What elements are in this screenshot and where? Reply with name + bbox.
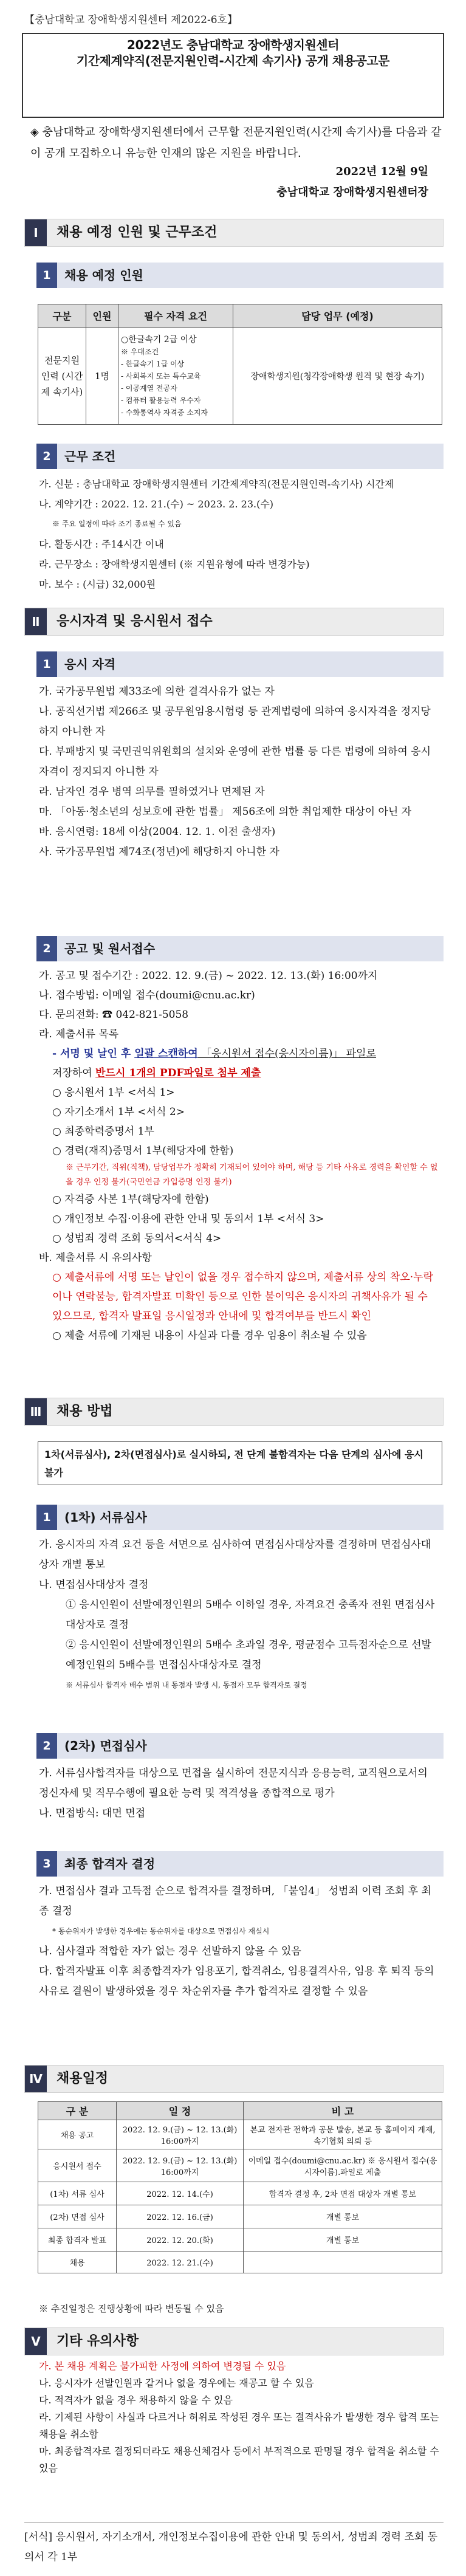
selection-notice: 1차(서류심사), 2차(면접심사)로 실시하되, 전 단계 불합격자는 다음 단계의 심사에 응시 불가	[38, 1441, 442, 1485]
warnings-title: 바. 제출서류 시 유의사항	[39, 1252, 152, 1264]
subsection-3-2-header	[36, 1733, 444, 1759]
review-item: ① 응시인원이 선발예정인원의 5배수 이하일 경우, 자격요건 충족자 전원 면접심사대상자로 결정	[66, 1599, 435, 1631]
schedule-remark: 이메일 접수(doumi@cnu.ac.kr) ※ 응시원서 접수(응시자이름).파일로 제출	[244, 2149, 442, 2182]
subsection-title: 채용 예정 인원	[64, 268, 143, 283]
subsection-3-1-header	[36, 1505, 444, 1530]
final-decision-block	[39, 1881, 440, 2002]
final-note: * 동순위자가 발생한 경우에는 동순위자를 대상으로 면접심사 재실시	[52, 1927, 270, 1935]
application-method: 나. 접수방법: 이메일 접수(doumi@cnu.ac.kr)	[39, 989, 255, 1001]
document-item: ○ 최종학력증명서 1부	[52, 1125, 154, 1138]
req-item: ※ 우대조건	[121, 347, 159, 356]
section-title: 기타 유의사항	[57, 2334, 139, 2349]
col-header: 일 정	[117, 2102, 244, 2120]
schedule-date: 2022. 12. 20.(화)	[117, 2228, 244, 2251]
condition-item: 나. 계약기간 : 2022. 12. 21.(수) ~ 2023. 2. 23.(수)	[39, 498, 274, 510]
section-title: 채용 방법	[57, 1404, 113, 1419]
section-5-header	[24, 2327, 444, 2355]
subsection-number: 1	[36, 651, 57, 677]
schedule-row	[38, 2120, 442, 2149]
schedule-stage: (2차) 면접 심사	[38, 2205, 117, 2228]
documents-instruction	[39, 1044, 440, 1063]
section-title: 채용일정	[57, 2071, 109, 2086]
review-note: ※ 서류심사 합격자 배수 범위 내 동점자 발생 시, 동점자 모두 합격자로 결정	[66, 1681, 307, 1689]
warning-item: ○ 제출서류에 서명 또는 날인이 없을 경우 접수하지 않으며, 제출서류 상의 착오·누락이나 연락불능, 합격자발표 미확인 등으로 인한 불이익은 응시자의 귀책사유가 될 수 있으므로, 합격자 발표일 응시일정과 안내에 및 합격여부를 반드시 확인	[52, 1271, 434, 1322]
subsection-title: (1차) 서류심사	[64, 1510, 147, 1525]
qualification-item: 바. 응시연령: 18세 이상(2004. 12. 1. 이전 출생자)	[39, 826, 276, 838]
req-item: - 이공계열 전공자	[121, 383, 177, 393]
schedule-date: 2022. 12. 14.(수)	[117, 2182, 244, 2205]
qualification-item: 마. 「아동·청소년의 성보호에 관한 법률」 제56조에 의한 취업제한 대상이 아닌 자	[39, 806, 412, 818]
subsection-title: (2차) 면접심사	[64, 1739, 147, 1753]
documents-instruction-2	[39, 1063, 440, 1083]
review-item: 가. 응시자의 자격 요건 등을 서면으로 심사하여 면접심사대상자를 결정하며 면접심사대상자 개별 통보	[39, 1539, 431, 1571]
final-item: 다. 합격자발표 이후 최종합격자가 임용포기, 합격취소, 임용결격사유, 임용 후 퇴직 등의 사유로 결원이 발생하였을 경우 차순위자를 추가 합격자로 결정할 수 있음	[39, 1965, 434, 1997]
etc-item: 가. 본 채용 계획은 불가피한 사정에 의하여 변경될 수 있음	[39, 2360, 286, 2372]
etc-item: 라. 기제된 사항이 사실과 다르거나 허위로 작성된 경우 또는 결격사유가 발생한 경우 합격 또는 채용을 취소함	[39, 2411, 439, 2440]
document-item: ○ 자기소개서 1부 <서식 2>	[52, 1106, 185, 1118]
req-item: - 사회복지 또는 특수교육	[121, 371, 201, 380]
document-note: ※ 근무기간, 직위(직책), 담당업무가 정확히 기재되어 있어야 하며, 해당 등 기타 사유로 경력을 확인할 수 없을 경우 인정 불가(국민연금 가입증명 인정 불가)	[66, 1163, 438, 1187]
schedule-stage: (1차) 서류 심사	[38, 2182, 117, 2205]
schedule-remark: 개별 통보	[244, 2228, 442, 2251]
schedule-remark: 개별 통보	[244, 2205, 442, 2228]
schedule-note: ※ 추진일정은 진행상황에 따라 변동될 수 있음	[39, 2303, 224, 2314]
condition-item: 다. 활동시간 : 주14시간 이내	[39, 538, 164, 550]
schedule-remark: 합격자 결정 후, 2차 면접 대상자 개별 통보	[244, 2182, 442, 2205]
qualification-item: 라. 남자인 경우 병역 의무를 필하였거나 면제된 자	[39, 786, 265, 798]
section-number: Ⅴ	[25, 2328, 47, 2355]
document-review-block	[39, 1535, 440, 1695]
condition-item: 가. 신분 : 충남대학교 장애학생지원센터 기간제계약직(전문지원인력-속기사) 시간제	[39, 478, 394, 490]
instr-part: - 서명 및 날인 후	[52, 1048, 135, 1060]
schedule-row	[38, 2182, 442, 2205]
subsection-title: 공고 및 원서접수	[64, 941, 156, 956]
col-header: 인원	[86, 304, 118, 328]
application-block	[39, 966, 440, 1345]
subsection-2-2-header	[36, 936, 444, 961]
qualification-item: 다. 부패방지 및 국민권익위원회의 설치와 운영에 관한 법률 등 다른 법령에 의하여 응시 자격이 정지되지 아니한 자	[39, 746, 431, 778]
req-item: ○한글속기 2급 이상	[121, 334, 197, 345]
section-number: Ⅰ	[25, 219, 47, 246]
recruit-category: 전문지원인력 (시간제 속기사)	[38, 328, 86, 425]
req-item: - 수화통역사 자격증 소지자	[121, 408, 208, 417]
instr-part: 저장하여	[52, 1067, 96, 1079]
section-1-header	[24, 219, 444, 247]
col-header: 비 고	[244, 2102, 442, 2120]
schedule-row	[38, 2149, 442, 2182]
documents-title: 라. 제출서류 목록	[39, 1028, 119, 1040]
subsection-title: 근무 조건	[64, 449, 116, 464]
final-item: 나. 심사결과 적합한 자가 없는 경우 선발하지 않을 수 있음	[39, 1945, 301, 1957]
req-item: - 한글속기 1급 이상	[121, 359, 185, 368]
schedule-table	[38, 2101, 442, 2273]
subsection-number: 2	[36, 1733, 57, 1759]
document-number: 【충남대학교 장애학생지원센터 제2022-6호】	[24, 14, 238, 26]
schedule-remark: 본교 전자관 전학과 공문 발송, 본교 등 홈페이지 게재, 속기협회 의뢰 등	[244, 2120, 442, 2149]
section-number: Ⅱ	[25, 608, 47, 635]
title-line-2: 기간제계약직(전문지원인력-시간제 속기사) 공개 채용공고문	[77, 53, 389, 68]
review-item: ② 응시인원이 선발예정인원의 5배수 초과일 경우, 평균점수 고득점자순으로 선발예정인원의 5배수를 면접심사대상자로 결정	[66, 1639, 431, 1671]
document-item: ○ 응시원서 1부 <서식 1>	[52, 1087, 175, 1099]
section-number: Ⅲ	[25, 1398, 47, 1425]
schedule-date: 2022. 12. 9.(금) ~ 12. 13.(화) 16:00까지	[117, 2120, 244, 2149]
section-4-header	[24, 2065, 444, 2093]
section-3-header	[24, 1398, 444, 1426]
notice-date: 2022년 12월 9일	[335, 165, 428, 178]
condition-item: 마. 보수 : (시급) 32,000원	[39, 579, 156, 590]
subsection-3-3-header	[36, 1851, 444, 1877]
attachments-footer: [서식] 응시원서, 자기소개서, 개인정보수집이용에 관한 안내 및 동의서, 성범죄 경력 조회 동의서 각 1부	[24, 2522, 444, 2567]
recruit-duty: 장애학생지원(청각장애학생 원격 및 현장 속기)	[233, 328, 442, 425]
section-number: Ⅳ	[25, 2066, 47, 2092]
schedule-date: 2022. 12. 21.(수)	[117, 2251, 244, 2273]
document-item: ○ 경력(재직)증명서 1부(해당자에 한함)	[52, 1145, 234, 1157]
subsection-number: 3	[36, 1851, 57, 1877]
warning-item: ○ 제출 서류에 기재된 내용이 사실과 다를 경우 임용이 취소될 수 있음	[52, 1330, 367, 1342]
subsection-title: 최종 합격자 결정	[64, 1856, 156, 1871]
conditions-list	[39, 474, 440, 594]
schedule-stage: 채용	[38, 2251, 117, 2273]
qualification-item: 가. 국가공무원법 제33조에 의한 결격사유가 없는 자	[39, 685, 275, 698]
schedule-stage: 최종 합격자 발표	[38, 2228, 117, 2251]
instr-part: 「응시원서 접수(응시자이름)」 파일로	[197, 1048, 377, 1060]
subsection-number: 2	[36, 936, 57, 961]
etc-item: 다. 적격자가 없을 경우 채용하지 않을 수 있음	[39, 2394, 233, 2406]
schedule-stage: 응시원서 접수	[38, 2149, 117, 2182]
condition-note: ※ 주요 일정에 따라 조기 종료될 수 있음	[52, 520, 182, 528]
schedule-row	[38, 2205, 442, 2228]
section-2-header	[24, 608, 444, 636]
col-header: 담당 업무 (예정)	[233, 304, 442, 328]
instr-part: 일괄 스캔하여	[134, 1048, 198, 1060]
final-item: 가. 면접심사 결과 고득점 순으로 합격자를 결정하며, 「붙임4」 성범죄 이력 조회 후 최종 결정	[39, 1885, 431, 1917]
etc-notes	[39, 2358, 440, 2477]
etc-item: 나. 응시자가 선발인원과 같거나 없을 경우에는 재공고 할 수 있음	[39, 2377, 314, 2389]
recruit-count: 1명	[86, 328, 118, 425]
application-period: 가. 공고 및 접수기간 : 2022. 12. 9.(금) ~ 2022. 12. 13.(화) 16:00까지	[39, 970, 378, 982]
recruit-requirements	[118, 328, 233, 425]
section-title: 채용 예정 인원 및 근무조건	[57, 225, 218, 240]
col-header: 필수 자격 요건	[118, 304, 233, 328]
qualification-item: 사. 국가공무원법 제74조(정년)에 해당하지 아니한 자	[39, 846, 279, 858]
subsection-1-2-header	[36, 444, 444, 469]
instr-part: 반드시 1개의 PDF파일로 첨부 제출	[95, 1067, 261, 1079]
document-item: ○ 개인정보 수집·이용에 관한 안내 및 동의서 1부 <서식 3>	[52, 1213, 324, 1225]
title-line-1: 2022년도 충남대학교 장애학생지원센터	[127, 38, 339, 52]
qualification-list	[39, 682, 440, 862]
intro-text: ◈ 충남대학교 장애학생지원센터에서 근무할 전문지원인력(시간제 속기사)를 다음과 같이 공개 모집하오니 유능한 인재의 많은 지원을 바랍니다.	[30, 126, 442, 160]
subsection-1-1-header	[36, 263, 444, 288]
schedule-row	[38, 2251, 442, 2273]
col-header: 구 분	[38, 2102, 117, 2120]
document-item: ○ 자격증 사본 1부(해당자에 한함)	[52, 1194, 209, 1206]
review-item: 나. 면접심사대상자 결정	[39, 1579, 149, 1591]
recruit-table	[38, 304, 442, 425]
interview-block	[39, 1764, 440, 1824]
schedule-date: 2022. 12. 16.(금)	[117, 2205, 244, 2228]
col-header: 구분	[38, 304, 86, 328]
schedule-remark	[244, 2251, 442, 2273]
subsection-2-1-header	[36, 651, 444, 677]
condition-item: 라. 근무장소 : 장애학생지원센터 (※ 지원유형에 따라 변경가능)	[39, 558, 310, 570]
interview-item: 가. 서류심사합격자를 대상으로 면접을 실시하여 전문지식과 응용능력, 교직원으로서의 정신자세 및 직무수행에 필요한 능력 및 적격성을 종합적으로 평가	[39, 1767, 428, 1799]
etc-item: 마. 최종합격자로 결정되더라도 채용신체검사 등에서 부적격으로 판명될 경우 합격을 취소할 수 있음	[39, 2445, 439, 2474]
schedule-stage: 채용 공고	[38, 2120, 117, 2149]
subsection-number: 1	[36, 1505, 57, 1530]
section-title: 응시자격 및 응시원서 접수	[57, 614, 213, 629]
subsection-title: 응시 자격	[64, 657, 116, 671]
signer: 충남대학교 장애학생지원센터장	[276, 186, 428, 199]
qualification-item: 나. 공직선거법 제266조 및 공무원임용시험령 등 관계법령에 의하여 응시자격을 정지당하지 아니한 자	[39, 706, 431, 738]
schedule-date: 2022. 12. 9.(금) ~ 12. 13.(화) 16:00까지	[117, 2149, 244, 2182]
req-item: - 컴퓨터 활용능력 우수자	[121, 396, 201, 405]
document-item: ○ 성범죄 경력 조회 동의서<서식 4>	[52, 1232, 222, 1245]
application-contact: 다. 문의전화: ☎ 042-821-5058	[39, 1009, 189, 1021]
subsection-number: 2	[36, 444, 57, 469]
interview-item: 나. 면접방식: 대면 면접	[39, 1807, 146, 1819]
subsection-number: 1	[36, 263, 57, 288]
schedule-row	[38, 2228, 442, 2251]
